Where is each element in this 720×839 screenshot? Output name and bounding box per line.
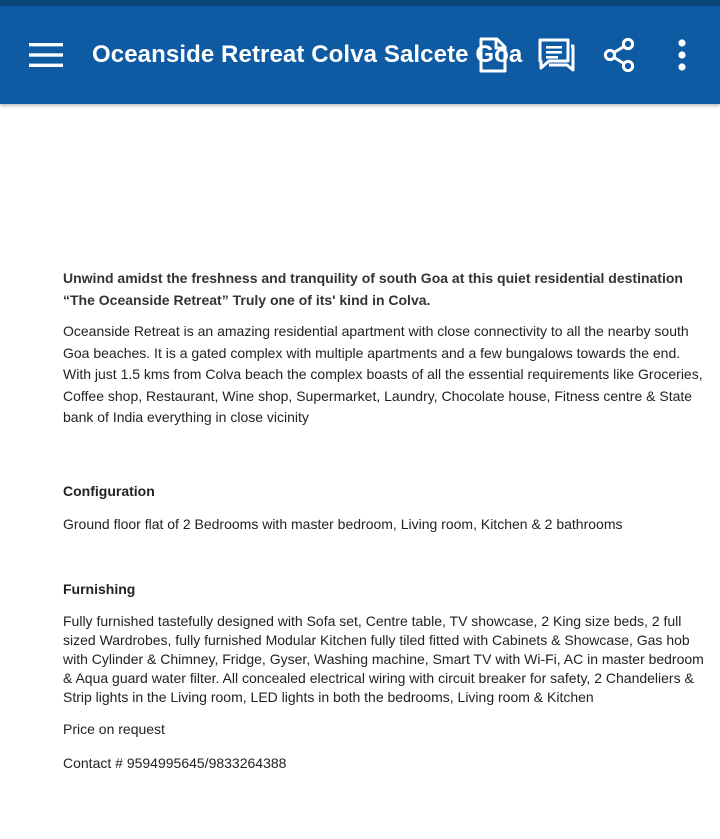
comments-icon[interactable] bbox=[532, 31, 580, 79]
contact-text: Contact # 9594995645/9833264388 bbox=[63, 754, 287, 771]
article-lead: Unwind amidst the freshness and tranquility of south Goa at this quiet residential destination “The Oceanside Retreat” Truly one of its' kind in Colva. bbox=[63, 270, 683, 308]
more-vert-icon[interactable] bbox=[658, 31, 706, 79]
furnishing-text: Fully furnished tastefully designed with Sofa set, Centre table, TV showcase, 2 King size beds, 2 full sized Wardrobes, fully furnished Modular Kitchen fully tiled fitted with Cabinets & Showcase, Gas hob with Cylinder & Chimney, Fridge, Gyser, Washing machine, Smart TV with Wi-Fi, AC in master bedroom & Aqua guard water filter. All concealed electrical wiring with circuit breaker for safety, 2 Chandeliers & Strip lights in the Living room, LED lights in both the bedrooms, Living room & Kitchen bbox=[63, 613, 704, 705]
article-intro: Oceanside Retreat is an amazing residential apartment with close connectivity to all the nearby south Goa beaches. It is a gated complex with multiple apartments and a few bungalows towards the end. With just 1.5 kms from Colva beach the complex boasts of all the essential requirements like Groceries, Coffee shop, Restaurant, Wine shop, Supermarket, Laundry, Chocolate house, Fitness centre & State bank of India everything in close vicinity bbox=[63, 323, 703, 425]
hamburger-icon[interactable] bbox=[25, 31, 67, 79]
app-bar bbox=[0, 6, 720, 104]
configuration-text: Ground floor flat of 2 Bedrooms with master bedroom, Living room, Kitchen & 2 bathrooms bbox=[63, 516, 623, 532]
toolbar-actions bbox=[454, 31, 706, 79]
document-icon[interactable] bbox=[469, 31, 517, 79]
price-text: Price on request bbox=[63, 721, 165, 737]
configuration-heading: Configuration bbox=[63, 482, 155, 499]
furnishing-heading: Furnishing bbox=[63, 580, 136, 597]
article-body bbox=[0, 268, 720, 774]
page-title: Oceanside Retreat Colva Salcete Goa bbox=[92, 41, 523, 68]
share-icon[interactable] bbox=[595, 31, 643, 79]
